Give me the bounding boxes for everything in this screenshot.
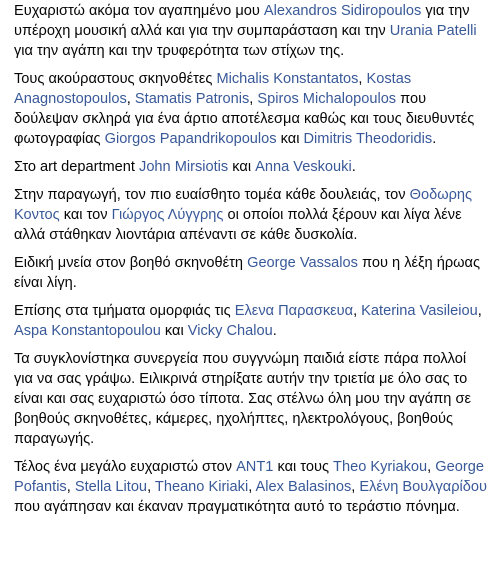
post-text: Στο art department xyxy=(14,159,140,175)
tagged-link[interactable]: Michalis Konstantatos xyxy=(216,71,359,87)
post-text: Ειδική μνεία στον βοηθό σκηνοθέτη xyxy=(14,255,248,271)
tagged-link[interactable]: Ελενα Παρασκευα xyxy=(234,303,354,319)
tagged-link[interactable]: Anna Veskouki xyxy=(255,159,352,175)
tagged-link[interactable]: Θοδωρης Κοντος xyxy=(14,187,473,223)
tagged-link[interactable]: George Pofantis xyxy=(14,459,484,495)
post-text: , xyxy=(351,479,360,495)
tagged-link[interactable]: Spiros Michalopoulos xyxy=(257,91,397,107)
tagged-link[interactable]: Stella Litou xyxy=(74,479,148,495)
tagged-link[interactable]: Theo Kyriakou xyxy=(333,459,428,475)
post-text: , xyxy=(249,91,258,107)
tagged-link[interactable]: Dimitris Theodoridis xyxy=(303,131,433,147)
post-text: , xyxy=(126,91,135,107)
post-text: . xyxy=(272,323,277,339)
post-text: Στην παραγωγή, τον πιο ευαίσθητο τομέα κάθε δουλειάς, τον xyxy=(14,187,410,203)
post-text: Τέλος ένα μεγάλο ευχαριστώ στον xyxy=(14,459,237,475)
tagged-link[interactable]: George Vassalos xyxy=(247,255,358,271)
tagged-link[interactable]: Γιώργος Λύγγρης xyxy=(111,207,224,223)
tagged-link[interactable]: Urania Patelli xyxy=(389,23,477,39)
post-text: και xyxy=(228,159,256,175)
post-paragraph xyxy=(14,349,489,449)
post-text: και xyxy=(160,323,188,339)
tagged-link[interactable]: John Mirsiotis xyxy=(139,159,229,175)
post-text: Επίσης στα τμήματα ομορφιάς τις xyxy=(14,303,235,319)
post-text: , xyxy=(477,303,482,319)
post-text: , xyxy=(248,479,256,495)
tagged-link[interactable]: Alex Balasinos xyxy=(255,479,352,495)
tagged-link[interactable]: Vicky Chalou xyxy=(187,323,273,339)
post-text: και τον xyxy=(59,207,112,223)
post-text: , xyxy=(427,459,436,475)
tagged-link[interactable]: Ελένη Βουλγαρίδου xyxy=(359,479,488,495)
post-paragraph xyxy=(14,301,489,341)
tagged-link[interactable]: Kostas Anagnostopoulos xyxy=(14,71,412,107)
post-text: που αγάπησαν και έκαναν πραγματικότητα αυτό το τεράστιο πόνημα. xyxy=(14,499,460,515)
tagged-link[interactable]: Katerina Vasileiou xyxy=(361,303,478,319)
post-text: Τους ακούραστους σκηνοθέτες xyxy=(14,71,217,87)
post-text: . xyxy=(351,159,356,175)
tagged-link[interactable]: Giorgos Papandrikopoulos xyxy=(104,131,277,147)
tagged-link[interactable]: Alexandros Sidiropoulos xyxy=(263,3,422,19)
tagged-link[interactable]: Theano Kiriaki xyxy=(154,479,249,495)
tagged-link[interactable]: Aspa Konstantopoulou xyxy=(14,323,161,339)
post-text: , xyxy=(353,303,362,319)
post-text: οι οποίοι πολλά ξέρουν και λίγα λένε αλλά στάθηκαν λιοντάρια απέναντι σε κάθε δυσκολία. xyxy=(14,207,462,243)
post-text: που η λέξη ήρωας είναι λίγη. xyxy=(14,255,480,291)
post-text: για την υπέροχη μουσική αλλά και για την συμπαράσταση και την xyxy=(14,3,470,39)
post-text: , xyxy=(147,479,155,495)
post-text: για την αγάπη και την τρυφερότητα των στίχων της. xyxy=(14,43,345,59)
post-paragraph xyxy=(14,1,489,61)
post-paragraph xyxy=(14,69,489,149)
post-text: . xyxy=(432,131,437,147)
post-text: , xyxy=(66,479,75,495)
tagged-link[interactable]: Stamatis Patronis xyxy=(134,91,250,107)
post-paragraph xyxy=(14,457,489,517)
post-text: Τα συγκλονίστηκα συνεργεία που συγγνώμη παιδιά είστε πάρα πολλοί για να σας γράψω. Ειλικρινά στηρίξατε αυτήν την τριετία με όλο σας το είναι και σας ευχαριστώ όσο τίποτα. Σας στέλνω όλη μου την αγάπη σε βοηθούς σκηνοθέτες, κάμερες, ηχολήπτες, ηλεκτρολόγους, βοηθούς παραγωγής. xyxy=(14,351,471,447)
post-text: Ευχαριστώ ακόμα τον αγαπημένο μου xyxy=(14,3,264,19)
post-paragraph xyxy=(14,157,489,177)
post-text: , xyxy=(358,71,367,87)
post-text: και xyxy=(276,131,304,147)
post-text: που δούλεψαν σκληρά για ένα άρτιο αποτέλεσμα καθώς και τους διευθυντές φωτογραφίας xyxy=(14,91,475,147)
post-paragraph xyxy=(14,185,489,245)
post-text: και τους xyxy=(273,459,334,475)
tagged-link[interactable]: ANT1 xyxy=(236,459,274,475)
post-paragraph xyxy=(14,253,489,293)
